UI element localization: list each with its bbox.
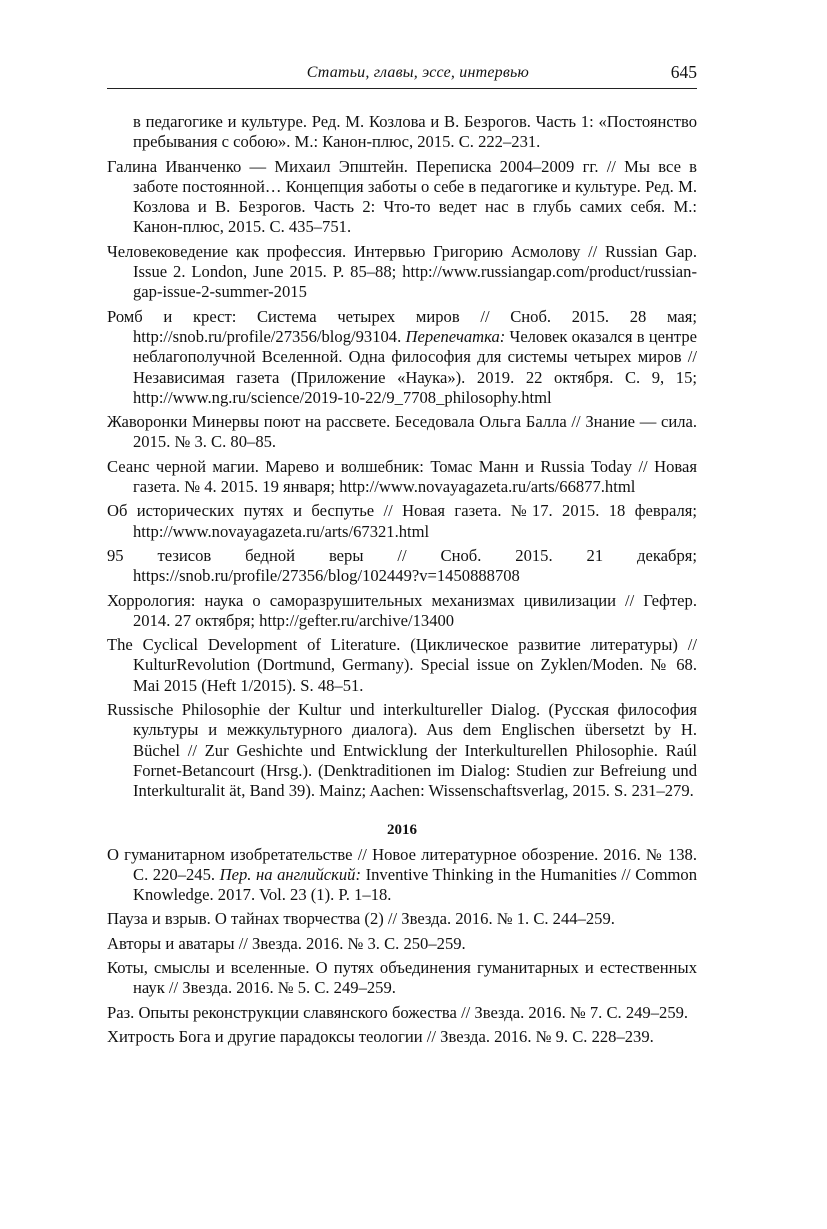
bibliography-entry: Об исторических путях и беспутье // Новая газета. №17. 2015. 18 февраля; http://www.novayagazeta.ru/arts/67321.html <box>107 501 697 541</box>
page-number: 645 <box>670 62 697 82</box>
bibliography-entry: Галина Иванченко — Михаил Эпштейн. Переписка 2004–2009 гг. // Мы все в заботе постоянной… Концепция заботы о себе в педагогике и культуре. Ред. М. Козлова и В. Безрогов. Часть 2: Что-то ведет нас в глубь самих себя. М.: Канон-плюс, 2015. С. 435–751. <box>107 156 697 237</box>
bibliography-entry: The Cyclical Development of Literature. (Циклическое развитие литературы) // KulturRevolution (Dortmund, Germany). Special issue on Zyklen/Moden. № 68. Mai 2015 (Heft 1/2015). S. 48–51. <box>107 635 697 695</box>
entry-text: Человек оказался в центре неблагополучной Вселенной. Одна философия для системы четырех миров // Независимая газета (Приложение «Наука»). 2019. 22 октября. С. 9, 15; http://www.ng.ru/science/2019-10-22/9_7708_philosophy.html <box>133 326 697 407</box>
running-title: Статьи, главы, эссе, интервью <box>306 64 529 81</box>
entry-italic-text: Перепечатка: <box>405 326 506 346</box>
bibliography-entry: Авторы и аватары // Звезда. 2016. № 3. С. 250–259. <box>107 933 466 953</box>
entry-italic-text: Пер. на английский: <box>219 864 361 884</box>
bibliography-entry: Жаворонки Минервы поют на рассвете. Беседовала Ольга Балла // Знание — сила. 2015. № 3. С. 80–85. <box>107 412 697 452</box>
bibliography-entry: Человековедение как профессия. Интервью Григорию Асмолову // Russian Gap. Issue 2. London, June 2015. P. 85–88; http://www.russiangap.com/product/russian-gap-issue-2-summer-2015 <box>107 241 697 302</box>
entry-text: Inventive Thinking in the Humanities // Common Knowledge. 2017. Vol. 23 (1). P. 1–18. <box>133 864 698 905</box>
bibliography-entry <box>107 307 697 408</box>
bibliography-entry: Раз. Опыты реконструкции славянского божества // Звезда. 2016. № 7. С. 249–259. <box>107 1002 689 1022</box>
year-heading: 2016 <box>387 821 417 838</box>
bibliography-entry: в педагогике и культуре. Ред. М. Козлова и В. Безрогов. Часть 1: «Постоянство пребывания с собою». М.: Канон-плюс, 2015. С. 222–231. <box>133 112 697 152</box>
bibliography-entry: Russische Philosophie der Kultur und interkultureller Dialog. (Русская философия культуры и межкультурного диалога). Aus dem Englischen übersetzt by H. Büchel // Zur Geshichte und Entwicklung der Interkulturellen Philosophie. Raúl Fornet-Betancourt (Hrsg.). (Denktraditionen im Dialog: Studien zur Befreiung und Interkulturalit ät, Band 39). Mainz; Aachen: Wissenschaftsverlag, 2015. S. 231–279. <box>107 700 697 801</box>
bibliography-entry: Коты, смыслы и вселенные. О путях объединения гуманитарных и естественных наук // Звезда. 2016. № 5. С. 249–259. <box>107 957 697 998</box>
entry-text: О гуманитарном изобретательстве // Новое литературное обозрение. 2016. № 138. С. 220–245. <box>107 844 697 884</box>
entry-text: Ромб и крест: Система четырех миров // Сноб. 2015. 28 мая; http://snob.ru/profile/27356/blog/93104. <box>107 306 697 346</box>
bibliography-entry: Пауза и взрыв. О тайнах творчества (2) // Звезда. 2016. № 1. С. 244–259. <box>107 909 615 929</box>
bibliography-body <box>107 112 697 1051</box>
running-header <box>107 62 697 89</box>
bibliography-entry: Хоррология: наука о саморазрушительных механизмах цивилизации // Гефтер. 2014. 27 октября; http://gefter.ru/archive/13400 <box>107 590 697 630</box>
bibliography-entry: 95 тезисов бедной веры // Сноб. 2015. 21 декабря; https://snob.ru/profile/27356/blog/102449?v=1450888708 <box>107 545 697 586</box>
bibliography-entry <box>107 845 697 906</box>
bibliography-entry: Сеанс черной магии. Марево и волшебник: Томас Манн и Russia Today // Новая газета. № 4. 2015. 19 января; http://www.novayagazeta.ru/arts/66877.html <box>107 456 697 497</box>
bibliography-entry: Хитрость Бога и другие парадоксы теологии // Звезда. 2016. № 9. С. 228–239. <box>107 1026 654 1046</box>
